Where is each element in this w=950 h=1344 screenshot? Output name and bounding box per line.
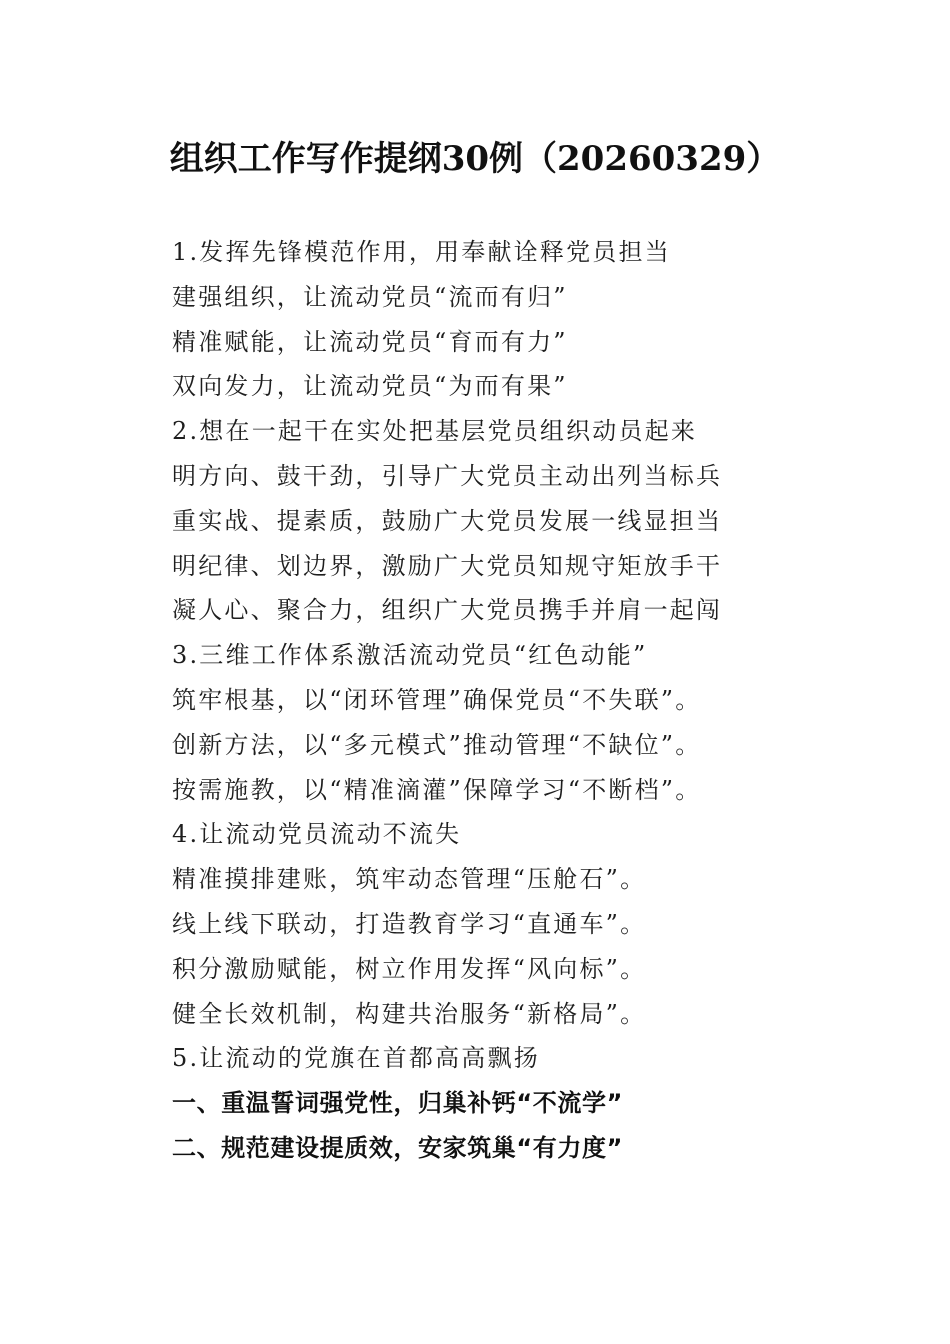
outline-item: 创新方法，以“多元模式”推动管理“不缺位”。 (172, 730, 702, 759)
outline-heading-4: 4.让流动党员流动不流失 (172, 820, 462, 849)
outline-item: 精准摸排建账，筑牢动态管理“压舱石”。 (172, 865, 647, 894)
outline-subheading-1: 一、重温誓词强党性，归巢补钙“不流学” (172, 1089, 623, 1118)
outline-heading-1: 1.发挥先锋模范作用，用奉献诠释党员担当 (172, 238, 671, 266)
outline-item: 筑牢根基，以“闭环管理”确保党员“不失联”。 (172, 685, 702, 714)
outline-item: 明纪律、划边界，激励广大党员知规守矩放手干 (172, 551, 723, 580)
outline-item: 凝人心、聚合力，组织广大党员携手并肩一起闯 (172, 596, 723, 625)
document-title: 组织工作写作提纲30例（20260329） (169, 139, 781, 179)
outline-heading-3: 3.三维工作体系激活流动党员“红色动能” (172, 641, 648, 670)
outline-item: 明方向、鼓干劲，引导广大党员主动出列当标兵 (172, 461, 723, 490)
outline-heading-2: 2.想在一起干在实处把基层党员组织动员起来 (172, 417, 698, 446)
outline-item: 按需施教，以“精准滴灌”保障学习“不断档”。 (172, 775, 702, 804)
outline-item: 精准赋能，让流动党员“育而有力” (172, 327, 568, 356)
outline-item: 双向发力，让流动党员“为而有果” (172, 372, 568, 401)
outline-item: 重实战、提素质，鼓励广大党员发展一线显担当 (172, 506, 723, 535)
outline-heading-5: 5.让流动的党旗在首都高高飘扬 (172, 1044, 540, 1073)
outline-item: 建强组织，让流动党员“流而有归” (172, 282, 568, 311)
outline-body (172, 230, 812, 1171)
outline-item: 积分激励赋能，树立作用发挥“风向标”。 (172, 954, 647, 983)
outline-subheading-2: 二、规范建设提质效，安家筑巢“有力度” (172, 1133, 623, 1162)
outline-item: 线上线下联动，打造教育学习“直通车”。 (172, 909, 647, 938)
outline-item: 健全长效机制，构建共治服务“新格局”。 (172, 999, 647, 1028)
